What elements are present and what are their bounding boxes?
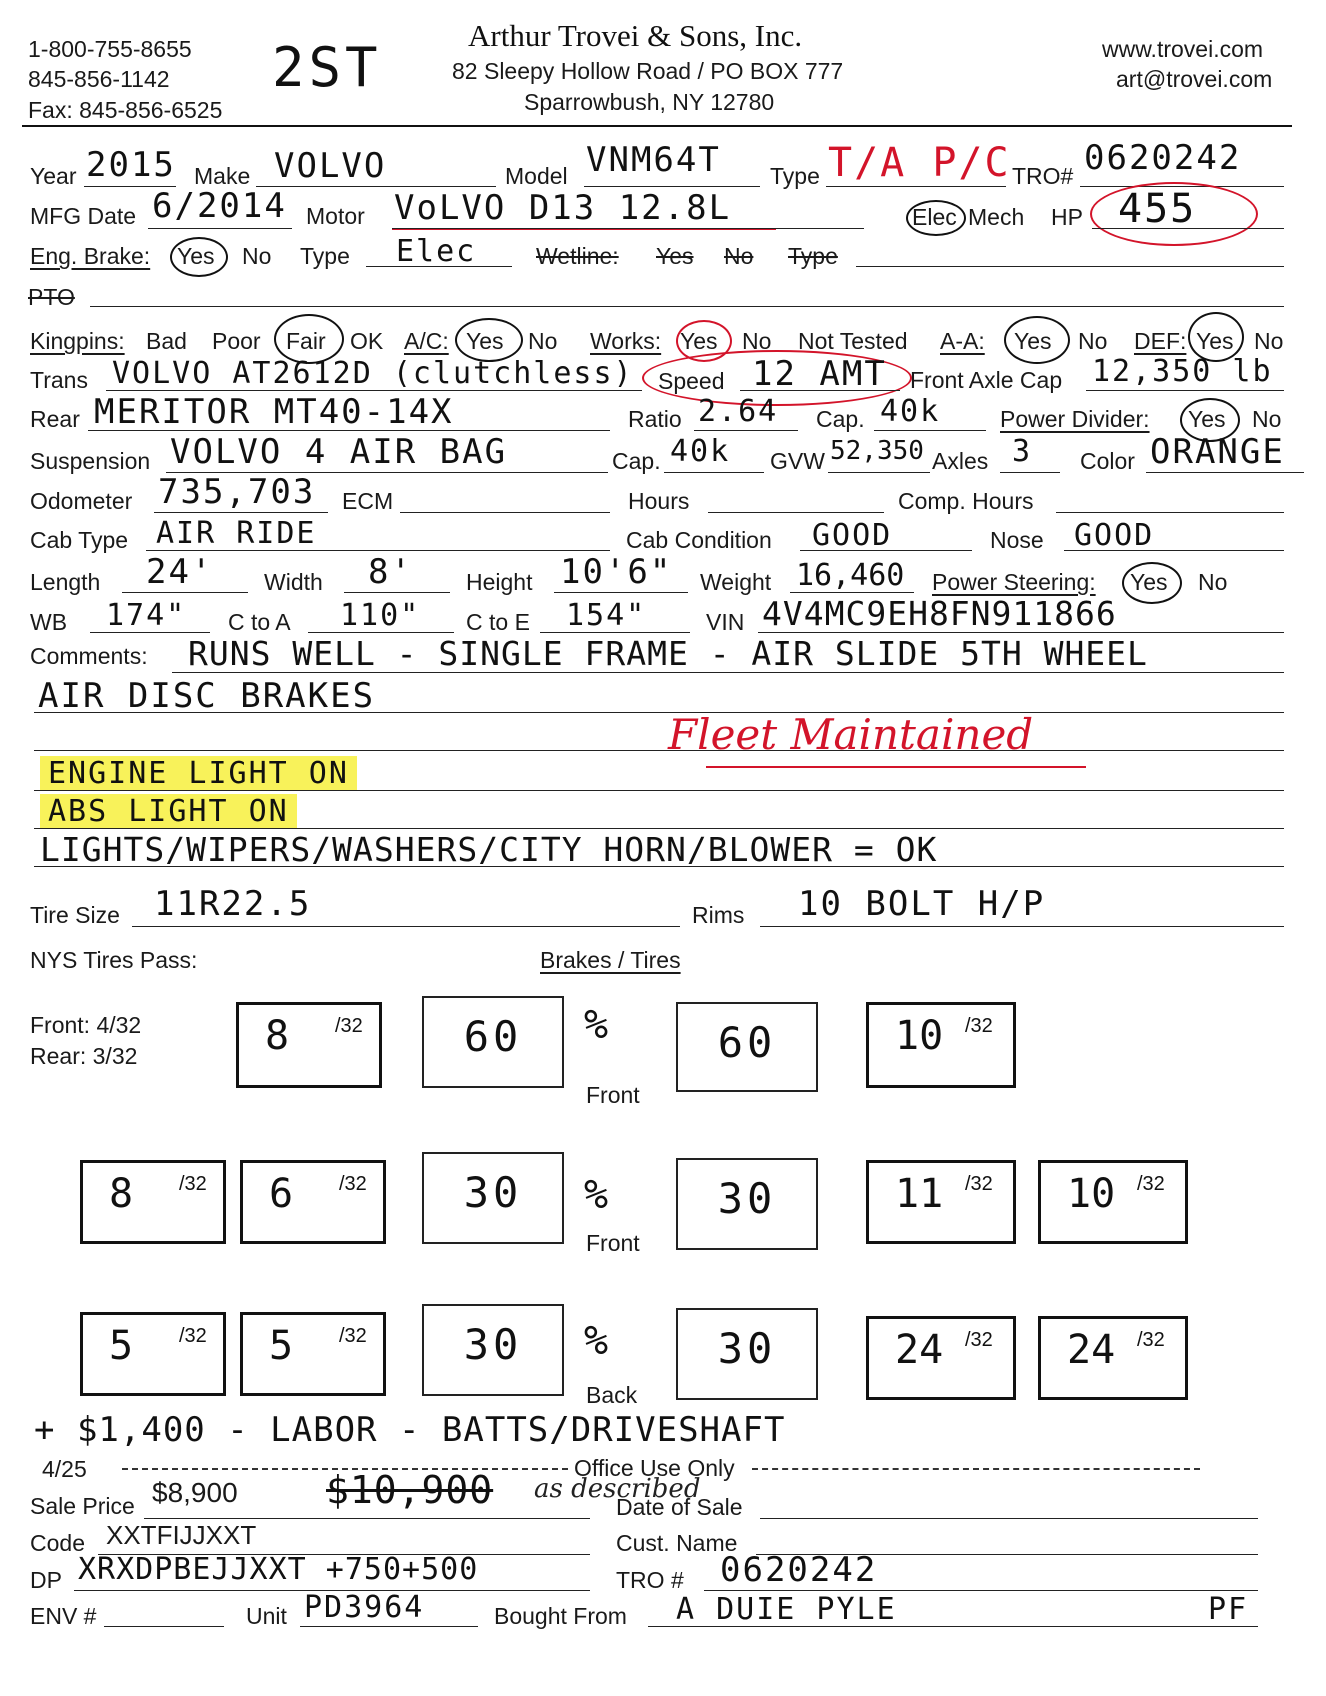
brake-percent-value: 30	[717, 1324, 777, 1373]
year-value: 2015	[86, 145, 176, 185]
odometer-label: Odometer	[30, 488, 133, 514]
tire-tread-unit: /32	[339, 1325, 367, 1347]
front-axle-cap-value: 12,350 lb	[1092, 354, 1273, 389]
gvw-label: GVW	[770, 448, 825, 474]
percent-sign-3: %	[584, 1318, 611, 1364]
office-use-only-label: Office Use Only	[574, 1455, 735, 1481]
dp-label: DP	[30, 1567, 62, 1593]
rear-label: Rear	[30, 406, 80, 432]
unit-value: PD3964	[304, 1590, 425, 1625]
speed-value: 12 AMT	[752, 354, 887, 394]
company-name: Arthur Trovei & Sons, Inc.	[468, 18, 803, 53]
weight-label: Weight	[700, 569, 772, 595]
length-value: 24'	[146, 552, 214, 592]
front-min-tread: Front: 4/32	[30, 1012, 142, 1038]
eng-brake-type-value: Elec	[396, 234, 477, 269]
motor-value: VoLVO D13 12.8L	[394, 188, 732, 228]
rear-min-tread: Rear: 3/32	[30, 1043, 138, 1069]
works-not-tested[interactable]: Not Tested	[798, 328, 908, 354]
aa-label: A-A:	[940, 328, 985, 354]
year-label: Year	[30, 163, 77, 189]
tro2-label: TRO #	[616, 1567, 684, 1593]
ratio-label: Ratio	[628, 406, 682, 432]
works-label: Works:	[590, 328, 662, 354]
odometer-value: 735,703	[158, 472, 316, 512]
rear-cap-value: 40k	[880, 394, 941, 429]
hp-value: 455	[1118, 186, 1197, 232]
office-divider-right	[752, 1468, 1200, 1470]
mfg-date-label: MFG Date	[30, 203, 137, 229]
brake-front-left[interactable]	[422, 996, 564, 1088]
tire-tread-unit: /32	[339, 1173, 367, 1195]
bought-from-label: Bought From	[494, 1603, 627, 1629]
brake-front-right[interactable]	[676, 1002, 818, 1092]
brake-rear-right[interactable]	[676, 1308, 818, 1400]
ac-label: A/C:	[404, 328, 449, 354]
gvw-value: 52,350	[830, 436, 924, 466]
rear-value: MERITOR MT40-14X	[94, 392, 454, 432]
kingpins-fair[interactable]: Fair	[286, 328, 326, 354]
susp-cap-label: Cap.	[612, 448, 661, 474]
vin-label: VIN	[706, 609, 745, 635]
length-label: Length	[30, 569, 101, 595]
dp-value: XRXDPBEJJXXT +750+500	[78, 1552, 479, 1587]
axles-label: Axles	[932, 448, 989, 474]
mech-label: Mech	[968, 204, 1025, 230]
tire-tread-value: 10	[1067, 1171, 1116, 1217]
code-label: Code	[30, 1530, 85, 1556]
power-steering-no[interactable]: No	[1198, 569, 1228, 595]
pto-label: PTO	[28, 284, 75, 310]
rims-label: Rims	[692, 902, 745, 928]
elec-label: Elec	[912, 204, 957, 230]
cab-type-value: AIR RIDE	[156, 516, 317, 551]
fax-number: Fax: 845-856-6525	[28, 97, 223, 123]
trans-value: VOLVO AT2612D (clutchless)	[112, 356, 634, 391]
percent-sign-1: %	[584, 1002, 611, 1048]
cab-condition-label: Cab Condition	[626, 527, 772, 553]
power-divider-label: Power Divider:	[1000, 406, 1150, 432]
tire-tread-value: 6	[269, 1171, 294, 1217]
ac-no[interactable]: No	[528, 328, 558, 354]
engine-light-highlight: ENGINE LIGHT ON	[40, 756, 357, 791]
rear-cap-label: Cap.	[816, 406, 865, 432]
labor-note: + $1,400 - LABOR - BATTS/DRIVESHAFT	[34, 1410, 786, 1450]
susp-cap-value: 40k	[670, 434, 731, 469]
eng-brake-yes[interactable]: Yes	[177, 243, 215, 269]
header-divider	[22, 125, 1292, 127]
tire-tread-value: 8	[109, 1171, 134, 1217]
wb-value: 174"	[106, 598, 187, 633]
hp-label: HP	[1051, 204, 1083, 230]
vin-value: 4V4MC9EH8FN911866	[762, 594, 1117, 633]
tire-tread-value: 8	[265, 1013, 290, 1059]
tro-value: 0620242	[1084, 138, 1242, 178]
sale-price-value[interactable]: $8,900	[152, 1477, 238, 1508]
tire-tread-unit: /32	[965, 1173, 993, 1195]
unit-label: Unit	[246, 1603, 287, 1629]
front-axle-label-2: Front	[586, 1230, 640, 1256]
wb-label: WB	[30, 609, 68, 635]
date-of-sale-label: Date of Sale	[616, 1494, 743, 1520]
date-note: 4/25	[42, 1456, 87, 1482]
speed-label: Speed	[658, 368, 725, 394]
cab-condition-value: GOOD	[812, 518, 893, 553]
company-website[interactable]: www.trovei.com	[1102, 36, 1264, 62]
kingpins-poor[interactable]: Poor	[212, 328, 261, 354]
brake-percent-value: 30	[717, 1174, 777, 1223]
stock-note: 2ST	[272, 36, 382, 99]
fleet-maintained-note: Fleet Maintained	[668, 710, 1034, 759]
phone-2: 845-856-1142	[28, 66, 170, 92]
tro-label: TRO#	[1012, 163, 1074, 189]
wetline-type: Type	[788, 243, 838, 269]
height-label: Height	[466, 569, 533, 595]
tire-tread-value: 10	[895, 1013, 944, 1059]
comment-line-1: RUNS WELL - SINGLE FRAME - AIR SLIDE 5TH WHEEL	[188, 634, 1148, 673]
wetline-yes: Yes	[656, 243, 694, 269]
sale-price-label: Sale Price	[30, 1493, 135, 1519]
width-value: 8'	[368, 552, 413, 592]
tire-tread-unit: /32	[965, 1329, 993, 1351]
ecm-label: ECM	[342, 488, 394, 514]
front-axle-label-1: Front	[586, 1082, 640, 1108]
ratio-value: 2.64	[698, 394, 779, 429]
comp-hours-label: Comp. Hours	[898, 488, 1034, 514]
as-described-note: as described	[534, 1474, 701, 1504]
tire-mid-inner-right[interactable]	[866, 1160, 1016, 1244]
brake-percent-value: 30	[463, 1168, 523, 1217]
company-email[interactable]: art@trovei.com	[1116, 66, 1273, 92]
brake-percent-value: 60	[463, 1012, 523, 1061]
hours-label: Hours	[628, 488, 690, 514]
tire-tread-unit: /32	[179, 1325, 207, 1347]
back-axle-label: Back	[586, 1382, 638, 1408]
front-axle-cap-label: Front Axle Cap	[910, 367, 1063, 393]
tire-size-label: Tire Size	[30, 902, 120, 928]
tire-tread-unit: /32	[1137, 1329, 1165, 1351]
company-address-2: Sparrowbush, NY 12780	[524, 89, 775, 115]
comment-line-2: AIR DISC BRAKES	[38, 676, 376, 716]
nose-value: GOOD	[1074, 518, 1155, 553]
wetline-no: No	[724, 243, 754, 269]
weight-value: 16,460	[796, 558, 905, 593]
power-steering-yes[interactable]: Yes	[1130, 569, 1168, 595]
eng-brake-type-label: Type	[300, 243, 350, 269]
suspension-label: Suspension	[30, 448, 151, 474]
tire-tread-value: 24	[895, 1327, 944, 1373]
initials: PF	[1208, 1592, 1249, 1627]
kingpins-label: Kingpins:	[30, 328, 125, 354]
suspension-value: VOLVO 4 AIR BAG	[170, 432, 508, 472]
tire-mid-inner-left[interactable]	[240, 1160, 386, 1244]
comments-label: Comments:	[30, 643, 148, 669]
kingpins-bad[interactable]: Bad	[146, 328, 187, 354]
tire-mid-outer-right[interactable]	[1038, 1160, 1188, 1244]
tire-rear-inner-right[interactable]	[866, 1316, 1016, 1400]
nys-tires-label: NYS Tires Pass:	[30, 947, 198, 973]
works-no[interactable]: No	[742, 328, 772, 354]
fleet-note-underline	[706, 766, 1086, 768]
ac-yes[interactable]: Yes	[466, 328, 504, 354]
width-label: Width	[264, 569, 323, 595]
tire-rear-outer-left[interactable]	[80, 1312, 226, 1396]
model-label: Model	[505, 163, 568, 189]
color-label: Color	[1080, 448, 1135, 474]
tire-size-value: 11R22.5	[154, 884, 312, 924]
trans-label: Trans	[30, 367, 88, 393]
make-value: VOLVO	[274, 146, 387, 186]
type-value: T/A P/C	[828, 140, 1011, 186]
comment-line-3	[40, 756, 357, 791]
tire-front-left[interactable]	[236, 1002, 382, 1088]
percent-sign-2: %	[584, 1172, 611, 1218]
axles-value: 3	[1012, 434, 1033, 469]
tire-tread-unit: /32	[179, 1173, 207, 1195]
brakes-tires-heading: Brakes / Tires	[540, 947, 681, 973]
c-to-a-value: 110"	[340, 598, 421, 633]
tire-tread-value: 5	[269, 1323, 294, 1369]
old-price-value: $10,900	[326, 1468, 494, 1512]
tire-rear-inner-left[interactable]	[240, 1312, 386, 1396]
works-yes[interactable]: Yes	[680, 328, 718, 354]
comment-line-5: LIGHTS/WIPERS/WASHERS/CITY HORN/BLOWER = OK	[40, 830, 938, 869]
tire-tread-unit: /32	[965, 1015, 993, 1037]
c-to-e-label: C to E	[466, 609, 530, 635]
abs-light-highlight: ABS LIGHT ON	[40, 794, 297, 829]
kingpins-ok[interactable]: OK	[350, 328, 384, 354]
eng-brake-label: Eng. Brake:	[30, 243, 151, 269]
power-steering-label: Power Steering:	[932, 569, 1096, 595]
make-label: Make	[194, 163, 251, 189]
bought-from-value: A DUIE PYLE	[676, 1592, 897, 1627]
wetline-label: Wetline:	[536, 243, 619, 269]
tire-rear-outer-right[interactable]	[1038, 1316, 1188, 1400]
color-value: ORANGE	[1150, 432, 1285, 472]
tire-tread-value: 24	[1067, 1327, 1116, 1373]
brake-percent-value: 30	[463, 1320, 523, 1369]
model-value: VNM64T	[586, 140, 721, 180]
aa-no[interactable]: No	[1078, 328, 1108, 354]
height-value: 10'6"	[560, 552, 673, 592]
tire-tread-value: 5	[109, 1323, 134, 1369]
mfg-date-value: 6/2014	[152, 186, 287, 226]
def-yes[interactable]: Yes	[1196, 328, 1234, 354]
brake-mid-right[interactable]	[676, 1158, 818, 1250]
tire-tread-unit: /32	[1137, 1173, 1165, 1195]
def-no[interactable]: No	[1254, 328, 1284, 354]
brake-rear-left[interactable]	[422, 1304, 564, 1396]
nose-label: Nose	[990, 527, 1044, 553]
power-divider-yes[interactable]: Yes	[1188, 406, 1226, 432]
rims-value: 10 BOLT H/P	[798, 884, 1046, 924]
brake-percent-value: 60	[717, 1018, 777, 1067]
tire-mid-outer-left[interactable]	[80, 1160, 226, 1244]
cab-type-label: Cab Type	[30, 527, 129, 553]
motor-label: Motor	[306, 203, 365, 229]
c-to-a-label: C to A	[228, 609, 291, 635]
comment-line-4	[40, 794, 297, 829]
code-value[interactable]: XXTFIJJXXT	[106, 1520, 257, 1550]
env-label: ENV #	[30, 1603, 97, 1629]
eng-brake-no[interactable]: No	[242, 243, 272, 269]
aa-yes[interactable]: Yes	[1014, 328, 1052, 354]
def-label: DEF:	[1134, 328, 1187, 354]
company-address-1: 82 Sleepy Hollow Road / PO BOX 777	[452, 58, 844, 84]
tire-tread-unit: /32	[335, 1015, 363, 1037]
brake-mid-left[interactable]	[422, 1152, 564, 1244]
tro2-value: 0620242	[720, 1550, 878, 1590]
tire-front-right[interactable]	[866, 1002, 1016, 1088]
type-label: Type	[770, 163, 820, 189]
c-to-e-value: 154"	[566, 598, 647, 633]
tire-tread-value: 11	[895, 1171, 944, 1217]
cust-name-label: Cust. Name	[616, 1530, 738, 1556]
power-divider-no[interactable]: No	[1252, 406, 1282, 432]
phone-1: 1-800-755-8655	[28, 36, 192, 62]
